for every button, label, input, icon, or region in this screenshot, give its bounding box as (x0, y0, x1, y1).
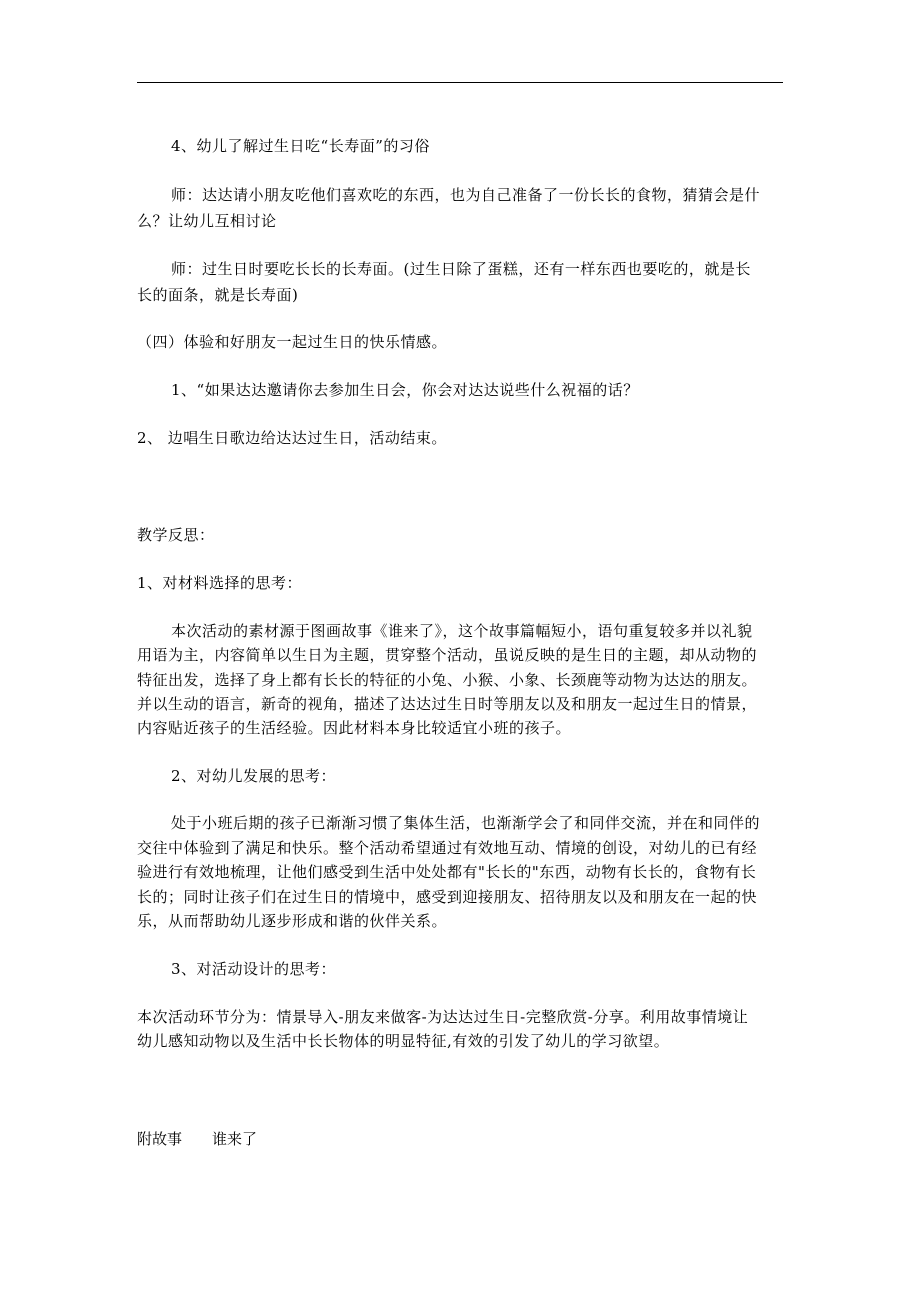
teacher-paragraph-2-line-2: 长的面条，就是长寿面) (137, 286, 299, 304)
reflection-3-heading: 3、对活动设计的思考： (171, 960, 337, 978)
reflection-1-line-1: 本次活动的素材源于图画故事《谁来了》，这个故事篇幅短小，语句重复较多并以礼貌 (171, 622, 753, 640)
teacher-paragraph-1-line-1: 师：达达请小朋友吃他们喜欢吃的东西，也为自己准备了一份长长的食物，猜猜会是什 (171, 186, 761, 204)
step-1: 1、“如果达达邀请你去参加生日会，你会对达达说些什么祝福的话？ (171, 381, 639, 399)
reflection-2-line-1: 处于小班后期的孩子已渐渐习惯了集体生活，也渐渐学会了和同伴交流，并在和同伴的 (171, 814, 761, 832)
reflection-2-line-3: 验进行有效地梳理，让他们感受到生活中处处都有"长长的"东西，动物有长长的，食物有长 (137, 863, 757, 881)
reflection-1-line-2: 用语为主，内容简单以生日为主题，贯穿整个活动，虽说反映的是生日的主题，却从动物的 (137, 646, 758, 664)
appendix-story-line (137, 1130, 257, 1148)
reflection-2-line-2: 交往中体验到了满足和快乐。整个活动希望通过有效地互动、情境的创设，对幼儿的已有经 (137, 839, 758, 857)
reflection-2-heading: 2、对幼儿发展的思考： (171, 767, 337, 785)
teacher-paragraph-2-line-1: 师：过生日时要吃长长的长寿面。(过生日除了蛋糕，还有一样东西也要吃的，就是长 (171, 260, 751, 278)
reflection-3-line-1: 本次活动环节分为：情景导入-朋友来做客-为达达过生日-完整欣赏-分享。利用故事情境让 (137, 1008, 749, 1026)
step-2: 2、 边唱生日歌边给达达过生日，活动结束。 (137, 429, 447, 447)
teacher-paragraph-1-line-2: 么？让幼儿互相讨论 (137, 212, 277, 230)
header-rule (137, 82, 783, 83)
reflection-3-line-2: 幼儿感知动物以及生活中长长物体的明显特征,有效的引发了幼儿的学习欲望。 (137, 1032, 670, 1050)
reflection-1-line-4: 并以生动的语言，新奇的视角，描述了达达过生日时等朋友以及和朋友一起过生日的情景， (137, 695, 758, 713)
reflection-1-line-3: 特征出发，选择了身上都有长长的特征的小兔、小猴、小象、长颈鹿等动物为达达的朋友。 (137, 671, 758, 689)
item-4-heading: 4、幼儿了解过生日吃“长寿面”的习俗 (171, 137, 430, 155)
appendix-story-label: 附故事 (137, 1130, 183, 1148)
reflection-heading: 教学反思： (137, 526, 215, 544)
appendix-story-title: 谁来了 (212, 1130, 258, 1148)
section-4-heading: （四）体验和好朋友一起过生日的快乐情感。 (137, 333, 448, 351)
reflection-2-line-4: 长的；同时让孩子们在过生日的情境中，感受到迎接朋友、招待朋友以及和朋友在一起的快 (137, 888, 758, 906)
reflection-1-line-5: 内容贴近孩子的生活经验。因此材料本身比较适宜小班的孩子。 (137, 719, 572, 737)
reflection-1-heading: 1、对材料选择的思考： (137, 574, 303, 592)
reflection-2-line-5: 乐，从而帮助幼儿逐步形成和谐的伙伴关系。 (137, 912, 448, 930)
